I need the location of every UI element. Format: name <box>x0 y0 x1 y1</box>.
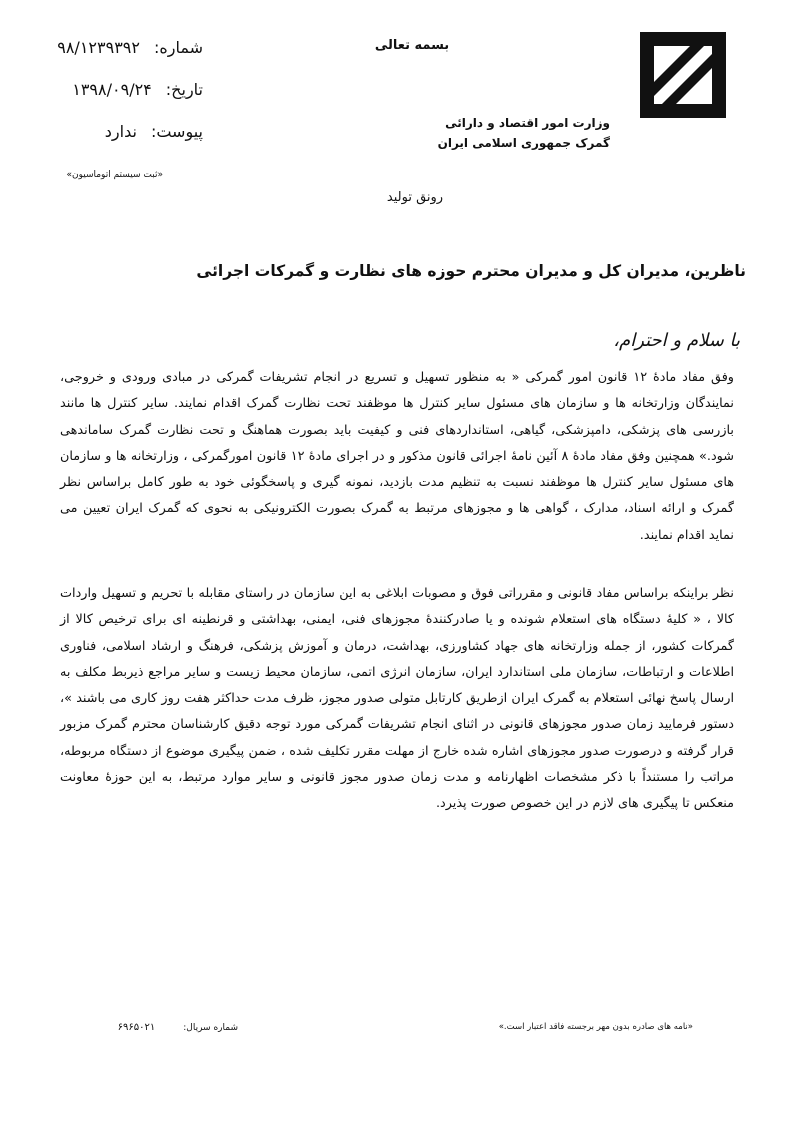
serial-number-label: شماره سریال: <box>183 1023 238 1033</box>
letter-date-label: تاریخ: <box>165 80 203 99</box>
automation-system-note: «ثبت سیستم اتوماسیون» <box>66 170 163 180</box>
recipient-line: ناظرین، مدیران کل و مدیران محترم حوزه های نظارت و گمرکات اجرائی <box>196 262 746 280</box>
greeting: با سلام و احترام، <box>613 330 740 351</box>
serial-number <box>118 1022 238 1033</box>
letter-number-label: شماره: <box>153 38 203 57</box>
letter-attachment-label: پیوست: <box>150 122 203 141</box>
ministry-name: وزارت امور اقتصاد و دارائی <box>445 116 610 130</box>
letter-number <box>57 38 203 57</box>
letter-date-value: ۱۳۹۸/۰۹/۲۴ <box>72 80 152 99</box>
copy-to: رونق تولید <box>386 190 444 205</box>
serial-number-value: ۶۹۶۵۰۲۱ <box>117 1022 156 1033</box>
letter-date <box>72 80 203 99</box>
letter-number-value: ۹۸/۱۲۳۹۳۹۲ <box>57 38 140 57</box>
customs-logo <box>640 32 726 118</box>
validity-note: «نامه های صادره بدون مهر برجسته فاقد اعتبار است.» <box>498 1022 693 1032</box>
body-paragraph-2: نظر براینکه براساس مفاد قانونی و مقرراتی فوق و مصوبات ابلاغی به این سازمان در راستای مقابله با تحریم و تسهیل واردات کالا ، « کلیهٔ دستگاه های استعلام شونده و یا صادرکنندهٔ مجوزهای فنی، ایمنی، بهداشتی و قرنطینه ای برای ترخیص کالا از گمرکات کشور، از جمله وزارتخانه های جهاد کشاورزی، بهداشت، درمان و آموزش پزشکی، فرهنگ و ارشاد اسلامی، فناوری اطلاعات و ارتباطات، سازمان ملی استاندارد ایران، سازمان انرژی اتمی، سازمان محیط زیست و سایر مراجع ذیربط مکلف به ارسال پاسخ نهائی استعلام به گمرک ایران ازطریق کارتابل متولی صدور مجوز، ظرف مدت حداکثر هفت روز کاری می باشند »، دستور فرمایید زمان صدور مجوزهای قانونی در اثنای انجام تشریفات گمرکی مورد توجه دقیق کارشناسان محترم گمرک مزبور قرار گرفته و درصورت صدور مجوزهای اشاره شده خارج از مهلت مقرر تکلیف شده ، ضمن پیگیری موضوع از دستگاه مربوطه، مراتب را مستنداً با ذکر مشخصات اظهارنامه و مدت زمان صدور مجوز قانونی و سایر موارد مرتبط، به این حوزهٔ معاونت منعکس تا پیگیری های لازم در این خصوص صورت پذیرد. <box>60 586 734 812</box>
letter-attachment <box>105 122 203 141</box>
body-paragraph-1: وفق مفاد مادهٔ ۱۲ قانون امور گمرکی « به منظور تسهیل و تسریع در انجام تشریفات گمرکی در مبادی ورودی و خروجی، نمایندگان وزارتخانه ها و سازمان های مسئول سایر کنترل ها موظفند تحت نظارت گمرک اقدام نمایند. سایر کنترل ها مانند بازرسی های پزشکی، دامپزشکی، گیاهی، استانداردهای فنی و کیفیت باید بصورت هماهنگ و تحت نظارت گمرک ساماندهی شود.» همچنین وفق مفاد مادهٔ ۸ آئین نامهٔ اجرائی قانون مذکور و در اجرای مادهٔ ۱۲ قانون امورگمرکی ، وزارتخانه ها و سازمان های مسئول سایر کنترل ها موظفند نسبت به تنظیم مدت بازدید، نمونه گیری و پاسخگوئی خود به طور کامل براساس نظر گمرک و ارائه اسناد، مدارک ، گواهی ها و مجوزهای مرتبط به گمرک بصورت الکترونیکی به نحوی که گمرک ایران تعیین می نماید اقدام نمایند. <box>60 370 734 543</box>
basmala: بسمه تعالی <box>374 38 450 53</box>
letter-attachment-value: ندارد <box>104 122 137 141</box>
customs-name: گمرک جمهوری اسلامی ایران <box>437 136 610 150</box>
